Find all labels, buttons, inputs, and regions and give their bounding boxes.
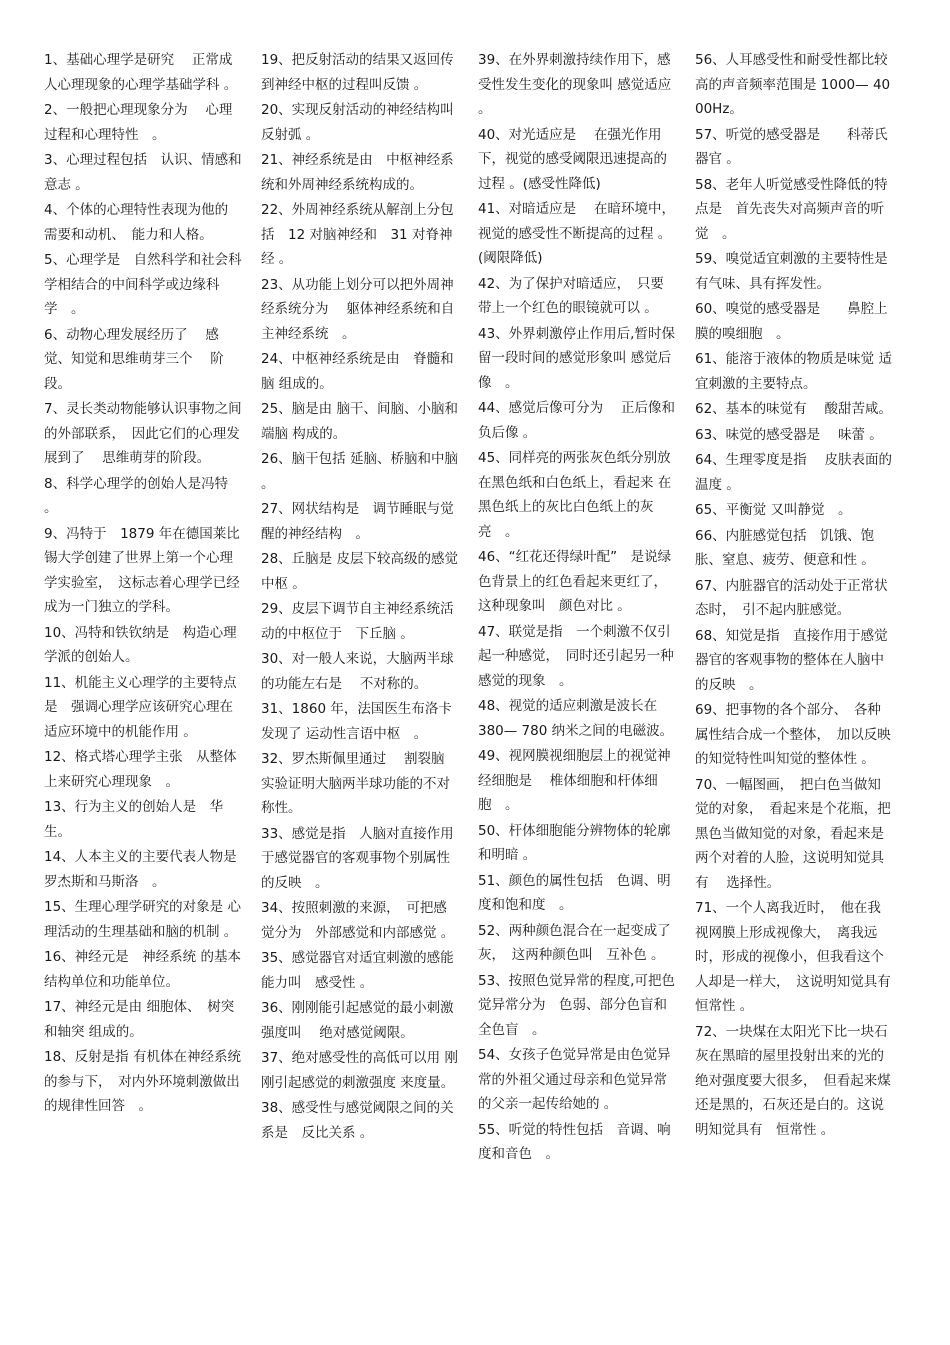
question-item: 46、“红花还得绿叶配” 是说绿色背景上的红色看起来更红了， 这种现象叫 颜色对比 。 [478,549,674,614]
question-item: 13、行为主义的创始人是 华生。 [44,799,224,840]
question-item: 29、皮层下调节自主神经系统活动的中枢位于 下丘脑 。 [261,601,454,642]
question-item: 72、一块煤在太阳光下比一块石灰在黑暗的屋里投射出来的光的绝对强度要大很多， 但看起来煤还是黑的，石灰还是白的。这说明知觉具有 恒常性 。 [695,1023,891,1138]
question-item: 15、生理心理学研究的对象是 心理活动的生理基础和脑的机制 。 [44,899,241,940]
question-item: 66、内脏感觉包括 饥饿、饱胀、窒息、疲劳、便意和性 。 [695,527,875,568]
question-item: 22、外周神经系统从解剖上分包括 12 对脑神经和 31 对脊神经 。 [261,202,454,267]
question-item: 10、冯特和铁钦纳是 构造心理学派的创始人。 [44,624,237,665]
question-item: 40、对光适应是 在强光作用下，视觉的感受阈限迅速提高的过程 。(感受性降低) [478,126,667,192]
question-item: 44、感觉后像可分为 正后像和负后像 。 [478,400,675,441]
question-item: 3、心理过程包括 认识、情感和意志 。 [44,152,242,193]
question-item: 45、同样亮的两张灰色纸分别放在黑色纸和白色纸上，看起来 在黑色纸上的灰比白色纸上的灰亮 。 [478,450,672,540]
question-item: 12、格式塔心理学主张 从整体上来研究心理现象 。 [44,749,237,790]
question-item: 16、神经元是 神经系统 的基本结构单位和功能单位。 [44,949,241,990]
question-item: 35、感觉器官对适宜刺激的感能能力叫 感受性 。 [261,950,454,991]
question-item: 8、科学心理学的创始人是冯特 。 [44,475,233,516]
question-item: 25、脑是由 脑干、间脑、小脑和端脑 构成的。 [261,401,458,442]
question-item: 63、味觉的感受器是 味蕾 。 [695,426,883,443]
question-item: 33、感觉是指 人脑对直接作用于感觉器官的客观事物个别属性的反映 。 [261,825,454,891]
question-item: 55、听觉的特性包括 音调、响度和音色 。 [478,1121,671,1162]
question-item: 34、按照刺激的来源， 可把感觉分为 外部感觉和内部感觉 。 [261,900,455,941]
question-item: 4、个体的心理特性表现为他的 需要和动机、 能力和人格。 [44,202,233,243]
question-item: 48、视觉的适应刺激是波长在 380— 780 纳米之间的电磁波。 [478,698,674,739]
question-item: 49、视网膜视细胞层上的视觉神经细胞是 椎体细胞和杆体细胞 。 [478,748,671,813]
question-item: 61、能溶于液体的物质是味觉 适宜刺激的主要特点。 [695,351,892,392]
question-item: 71、一个人离我近时， 他在我视网膜上形成视像大， 离我远时，形成的视像小，但我看这个人却是一样大， 这说明知觉具有 恒常性 。 [695,900,905,1014]
question-item: 30、对一般人来说，大脑两半球的功能左右是 不对称的。 [261,651,454,692]
question-item: 59、嗅觉适宜刺激的主要特性是 有气味、具有挥发性。 [695,251,892,292]
question-item: 5、心理学是 自然科学和社会科学相结合的中间科学或边缘科学 。 [44,252,242,317]
question-item: 51、颜色的属性包括 色调、明度和饱和度 。 [478,872,671,913]
question-item: 65、平衡觉 又叫静觉 。 [695,502,852,518]
question-item: 9、冯特于 1879 年在德国莱比锡大学创建了世界上第一个心理学实验室， 这标志着心理学已经成为一门独立的学科。 [44,525,240,615]
question-item: 26、脑干包括 延脑、桥脑和中脑 。 [261,451,463,492]
question-item: 52、两种颜色混合在一起变成了灰， 这两种颜色叫 互补色 。 [478,922,671,963]
question-item: 60、嗅觉的感受器是 鼻腔上膜的嗅细胞 。 [695,301,888,342]
question-item: 36、刚刚能引起感觉的最小刺激强度叫 绝对感觉阈限。 [261,1000,454,1041]
question-item: 24、中枢神经系统是由 脊髓和脑 组成的。 [261,351,454,392]
question-item: 67、内脏器官的活动处于正常状态时， 引不起内脏感觉。 [695,577,888,618]
question-item: 47、联觉是指 一个刺激不仅引起一种感觉， 同时还引起另一种感觉的现象 。 [478,623,674,689]
question-item: 70、一幅图画， 把白色当做知觉的对象， 看起来是个花瓶，把黑色当做知觉的对象，看起来是两个对着的人脸，这说明知觉具有 选择性。 [695,776,891,891]
question-item: 64、生理零度是指 皮肤表面的温度 。 [695,452,892,493]
question-item: 69、把事物的各个部分、 各种属性结合成一个整体， 加以反映的知觉特性叫知觉的整体性 。 [695,702,891,767]
question-item: 20、实现反射活动的神经结构叫 反射弧 。 [261,102,458,143]
question-item: 41、对暗适应是 在暗环境中，视觉的感受性不断提高的过程 。(阈限降低) [478,201,675,266]
question-item: 32、罗杰斯佩里通过 割裂脑 实验证明大脑两半球功能的不对称性。 [261,751,450,816]
text-column-3 [478,48,676,1318]
question-item: 14、人本主义的主要代表人物是 罗杰斯和马斯洛 。 [44,849,241,890]
text-column-1 [44,48,242,1318]
question-item: 38、感受性与感觉阈限之间的关系是 反比关系 。 [261,1100,454,1141]
question-item: 43、外界刺激停止作用后,暂时保留一段时间的感觉形象叫 感觉后像 。 [478,325,675,391]
question-item: 19、把反射活动的结果又返回传到神经中枢的过程叫反馈 。 [261,52,454,93]
question-item: 54、女孩子色觉异常是由色觉异常的外祖父通过母亲和色觉异常的父亲一起传给她的 。 [478,1047,671,1112]
question-item: 42、为了保护对暗适应， 只要带上一个红色的眼镜就可以 。 [478,275,664,316]
question-item: 37、绝对感受性的高低可以用 刚刚引起感觉的刺激强度 来度量。 [261,1050,458,1091]
question-item: 6、动物心理发展经历了 感觉、知觉和思维萌芽三个 阶段。 [44,326,224,392]
question-item: 28、丘脑是 皮层下较高级的感觉中枢 。 [261,551,458,592]
question-item: 23、从功能上划分可以把外周神经系统分为 躯体神经系统和自主神经系统 。 [261,276,455,342]
question-item: 18、反射是指 有机体在神经系统的参与下， 对内外环境刺激做出的规律性回答 。 [44,1049,241,1114]
question-item: 1、基础心理学是研究 正常成人心理现象的心理学基础学科 。 [44,52,238,93]
question-item: 57、听觉的感受器是 科蒂氏器官 。 [695,126,888,167]
text-column-4 [695,48,905,1318]
question-item: 2、一般把心理现象分为 心理过程和心理特性 。 [44,102,233,143]
question-item: 56、人耳感受性和耐受性都比较高的声音频率范围是 1000— 4000Hz。 [695,52,891,117]
document-page [44,48,914,1318]
text-column-2 [261,48,463,1318]
question-item: 50、杆体细胞能分辨物体的轮廓和明暗 。 [478,822,671,863]
question-item: 31、1860 年，法国医生布洛卡发现了 运动性言语中枢 。 [261,701,452,742]
question-item: 39、在外界刺激持续作用下，感受性发生变化的现象叫 感觉适应 。 [478,52,676,117]
question-item: 27、网状结构是 调节睡眠与觉醒的神经结构 。 [261,501,454,542]
question-item: 53、按照色觉异常的程度,可把色觉异常分为 色弱、部分色盲和全色盲 。 [478,972,675,1038]
question-item: 7、灵长类动物能够认识事物之间的外部联系， 因此它们的心理发展到了 思维萌芽的阶段。 [44,401,242,466]
question-item: 62、基本的味觉有 酸甜苦咸。 [695,401,892,417]
question-item: 68、知觉是指 直接作用于感觉器官的客观事物的整体在人脑中的反映 。 [695,627,888,693]
question-item: 21、神经系统是由 中枢神经系统和外周神经系统构成的。 [261,152,454,193]
question-item: 58、老年人听觉感受性降低的特点是 首先丧失对高频声音的听觉 。 [695,176,888,242]
question-item: 17、神经元是由 细胞体、 树突和轴突 组成的。 [44,999,235,1040]
question-item: 11、机能主义心理学的主要特点是 强调心理学应该研究心理在适应环境中的机能作用 。 [44,674,237,740]
